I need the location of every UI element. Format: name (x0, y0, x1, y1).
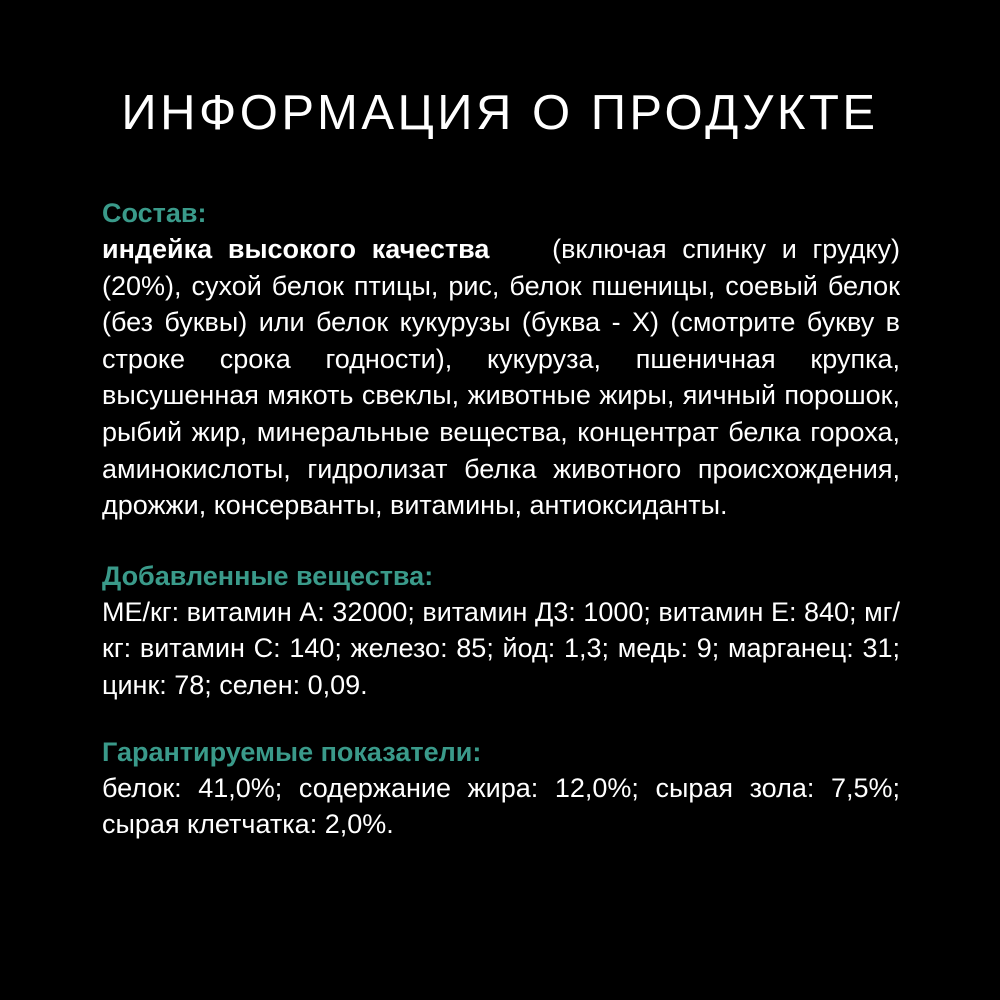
page-title: ИНФОРМАЦИЯ О ПРОДУКТЕ (121, 86, 879, 140)
composition-heading: Состав: (102, 198, 207, 228)
additives-text: МЕ/кг: витамин А: 32000; витамин Д3: 1000; витамин Е: 840; мг/кг: витамин С: 140; железо: 85; йод: 1,3; медь: 9; марганец: 31; цинк: 78; селен: 0,09. (102, 596, 900, 700)
composition-section (102, 195, 900, 524)
guaranteed-section (102, 734, 900, 843)
additives-section (102, 558, 900, 704)
product-info-content (102, 195, 900, 843)
composition-lead: индейка высокого качества (102, 234, 490, 264)
additives-heading: Добавленные вещества: (102, 560, 434, 591)
composition-text (102, 231, 900, 524)
guaranteed-heading: Гарантируемые показатели: (102, 736, 482, 767)
guaranteed-text: белок: 41,0%; содержание жира: 12,0%; сырая зола: 7,5%; сырая клетчатка: 2,0%. (102, 772, 900, 840)
composition-details: (включая спинку и грудку) (20%), сухой белок птицы, рис, белок пшеницы, соевый белок (без буквы) или белок кукурузы (буква - X) (смотрите букву в строке срока годности), кукуруза, пшеничная крупка, высушенная мякоть свеклы, животные жиры, яичный порошок, рыбий жир, минеральные вещества, концентрат белка гороха, аминокислоты, гидролизат белка животного происхождения, дрожжи, консерванты, витамины, антиоксиданты. (102, 234, 900, 521)
